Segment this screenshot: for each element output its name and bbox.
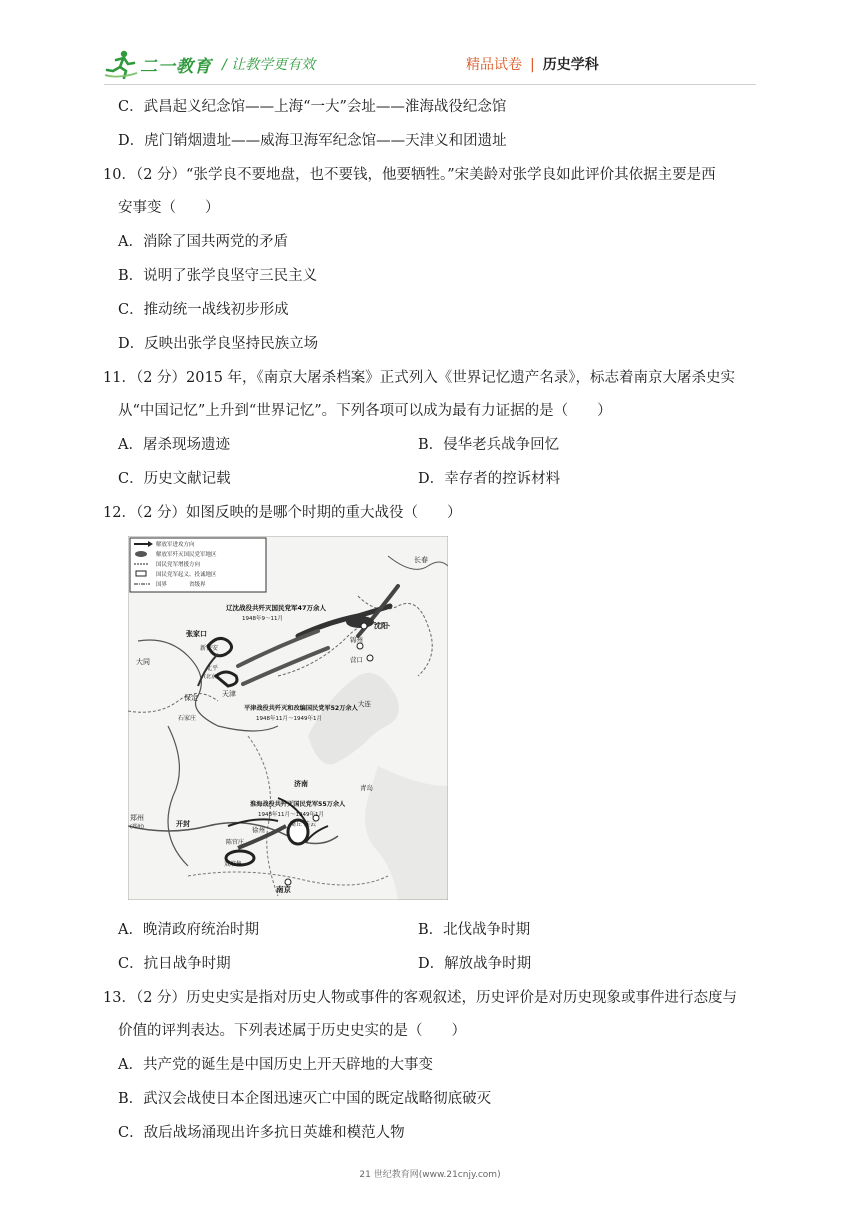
- tag-subject: 历史学科: [542, 57, 599, 73]
- legend-3: 国民党军增援方向: [156, 562, 201, 568]
- q13-option-a: A．共产党的诞生是中国历史上开天辟地的大事变: [118, 1057, 433, 1073]
- tag-premium: 精品试卷: [466, 57, 522, 73]
- q12-option-b: B．北伐战争时期: [418, 922, 531, 938]
- city-shenyang: 沈阳: [374, 622, 388, 630]
- q13-option-c: C．敌后战场涌现出许多抗日英雄和模范人物: [118, 1125, 405, 1141]
- q13-stem-line1: 13．（2 分）历史史实是指对历史人物或事件的客观叙述，历史评价是对历史现象或事件进行态度与: [103, 990, 738, 1006]
- city-xinbaoan: 新保安: [200, 645, 219, 652]
- q11-stem-line2: 从“中国记忆”上升到“世界记忆”。下列各项可以成为最有力证据的是（ ）: [118, 403, 612, 419]
- q10-option-c: C．推动统一战线初步形成: [118, 302, 289, 318]
- q13-option-b: B．武汉会战使日本企图迅速灭亡中国的既定战略彻底破灭: [118, 1091, 492, 1107]
- pingjin-note-2: 1948年11月～1949年1月: [256, 716, 322, 722]
- q9-option-d: D．虎门销烟遗址——威海卫海军纪念馆——天津义和团遗址: [118, 133, 507, 149]
- campaign-map: [128, 536, 448, 900]
- q12-stem: 12．（2 分）如图反映的是哪个时期的重大战役（ ）: [103, 505, 462, 521]
- city-beiping-sub: (北京): [204, 674, 218, 680]
- city-zhengzhou-sub: (郑州): [130, 824, 144, 830]
- pingjin-note-1: 平津战役共歼灭和改编国民党军52万余人: [244, 705, 358, 712]
- legend-2: 解放军歼灭国民党军地区: [156, 552, 217, 558]
- city-shangqiu: 商丘: [290, 821, 303, 828]
- q10-stem-line1: 10．（2 分）“张学良不要地盘，也不要钱，他要牺牲。”宋美龄对张学良如此评价其依据主要是西: [103, 167, 716, 183]
- tag-separator: |: [530, 57, 535, 73]
- page-footer: 21 世纪教育网(www.21cnjy.com): [359, 1170, 501, 1180]
- huaihai-note-2: 1948年11月～1949年1月: [258, 812, 324, 818]
- q13-stem-line2: 价值的评判表达。下列表述属于历史史实的是（ ）: [118, 1023, 466, 1039]
- city-beiping: 北平: [206, 665, 219, 672]
- city-lianyun: 连云: [304, 821, 317, 828]
- legend-1: 解放军进攻方向: [156, 542, 195, 548]
- legend-4: 国民党军起义、投诚地区: [156, 572, 217, 578]
- city-datong: 大同: [136, 658, 150, 666]
- subject-tag: [466, 54, 599, 74]
- page-header: [0, 0, 860, 90]
- city-dalian: 大连: [358, 700, 371, 708]
- city-qingdao: 青岛: [360, 784, 373, 792]
- q11-stem-line1: 11．（2 分）2015 年，《南京大屠杀档案》正式列入《世界记忆遗产名录》，标志着南京大屠杀史实: [103, 370, 736, 386]
- q12-option-d: D．解放战争时期: [418, 956, 532, 972]
- q9-option-c: C．武昌起义纪念馆——上海“一大”会址——淮海战役纪念馆: [118, 99, 507, 115]
- liaoshen-note-2: 1948年9～11月: [242, 616, 283, 622]
- q12-option-c: C．抗日战争时期: [118, 956, 231, 972]
- city-changchun: 长春: [414, 556, 428, 564]
- q10-option-d: D．反映出张学良坚持民族立场: [118, 336, 319, 352]
- legend-5: 国界 省级界: [156, 582, 206, 588]
- city-jinzhou: 锦州: [350, 636, 363, 644]
- city-chenguanzhuang: 陈官庄: [226, 839, 245, 846]
- q11-option-d: D．幸存者的控诉材料: [418, 471, 561, 487]
- city-nanjing: 南京: [276, 885, 291, 894]
- q11-option-c: C．历史文献记载: [118, 471, 231, 487]
- city-zhengzhou: 郑州: [130, 814, 144, 822]
- q12-option-a: A．晚清政府统治时期: [118, 922, 259, 938]
- header-divider: [104, 84, 756, 85]
- logo: [104, 48, 212, 80]
- q10-stem-line2: 安事变（ ）: [118, 200, 220, 216]
- q10-option-a: A．消除了国共两党的矛盾: [118, 234, 288, 250]
- city-shuangduiji: 双堆集: [224, 861, 243, 868]
- city-tianjin: 天津: [222, 690, 236, 698]
- runner-logo-icon: [104, 49, 138, 79]
- q11-option-a: A．屠杀现场遗迹: [118, 437, 230, 453]
- city-shijiazhuang: 石家庄: [178, 715, 197, 722]
- city-xuzhou: 徐州: [252, 826, 265, 834]
- logo-text: 二一教育: [140, 56, 212, 77]
- city-jinan: 济南: [294, 780, 308, 788]
- city-kaifeng: 开封: [176, 820, 190, 828]
- q10-option-b: B．说明了张学良坚守三民主义: [118, 268, 318, 284]
- q11-option-b: B．侵华老兵战争回忆: [418, 437, 560, 453]
- liaoshen-note-1: 辽沈战役共歼灭国民党军47万余人: [226, 604, 327, 612]
- city-zhangjiakou: 张家口: [186, 630, 207, 638]
- slogan: / 让教学更有效: [222, 57, 316, 73]
- huaihai-note-1: 淮海战役共歼灭国民党军55万余人: [250, 801, 346, 808]
- city-baoding: 保定: [184, 694, 198, 702]
- city-yingkou: 营口: [350, 656, 363, 664]
